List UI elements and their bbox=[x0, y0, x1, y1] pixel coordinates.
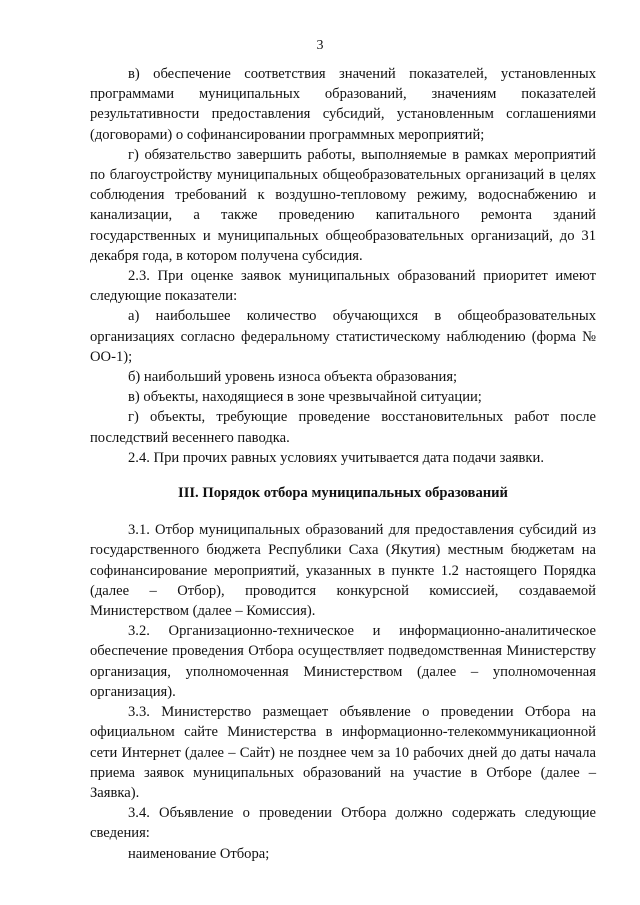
paragraph-2-2-g: г) обязательство завершить работы, выполняемые в рамках мероприятий по благоустройству муниципальных общеобразовательных организаций в целях соблюдения требований к воздушно-тепловому режиму, водоснабжению и канализации, а также проведению капитального ремонта зданий государственных и муниципальных общеобразовательных организаций, до 31 декабря года, в котором получена субсидия. bbox=[90, 146, 596, 264]
paragraph-2-3-v: в) объекты, находящиеся в зоне чрезвычайной ситуации; bbox=[128, 389, 482, 406]
paragraph-2-3-b: б) наибольший уровень износа объекта образования; bbox=[128, 369, 458, 386]
paragraph-2-3-g: г) объекты, требующие проведение восстановительных работ после последствий весеннего паводка. bbox=[90, 409, 596, 446]
paragraph-2-3-a: а) наибольшее количество обучающихся в общеобразовательных организациях согласно федеральному статистическому наблюдению (форма № ОО-1); bbox=[90, 308, 596, 365]
document-body bbox=[90, 64, 596, 864]
page-number: 3 bbox=[316, 38, 324, 53]
paragraph-2-2-v: в) обеспечение соответствия значений показателей, установленных программами муниципальных образований, значениям показателей результативности предоставления субсидий, установленным соглашениями (договорами) о софинансировании программных мероприятий; bbox=[90, 66, 596, 143]
section-heading: III. Порядок отбора муниципальных образований bbox=[178, 485, 508, 502]
paragraph-3-2: 3.2. Организационно-техническое и информационно-аналитическое обеспечение проведения Отбора осуществляет подведомственная Министерству организация, уполномоченная Министерством (далее – уполномоченная организация). bbox=[90, 623, 596, 700]
paragraph-3-4: 3.4. Объявление о проведении Отбора должно содержать следующие сведения: bbox=[90, 805, 596, 842]
paragraph-2-3: 2.3. При оценке заявок муниципальных образований приоритет имеют следующие показатели: bbox=[90, 268, 596, 305]
paragraph-3-3: 3.3. Министерство размещает объявление о проведении Отбора на официальном сайте Министерства в информационно-телекоммуникационной сети Интернет (далее – Сайт) не позднее чем за 10 рабочих дней до даты начала приема заявок муниципальных образований на участие в Отборе (далее – Заявка). bbox=[90, 704, 596, 801]
paragraph-3-1: 3.1. Отбор муниципальных образований для предоставления субсидий из государственного бюджета Республики Саха (Якутия) местным бюджетам на софинансирование мероприятий, указанных в пункте 1.2 настоящего Порядка (далее – Отбор), проводится конкурсной комиссией, создаваемой Министерством (далее – Комиссия). bbox=[90, 522, 596, 620]
paragraph-2-4: 2.4. При прочих равных условиях учитывается дата подачи заявки. bbox=[128, 449, 544, 466]
paragraph-3-4-item-name: наименование Отбора; bbox=[128, 845, 270, 862]
